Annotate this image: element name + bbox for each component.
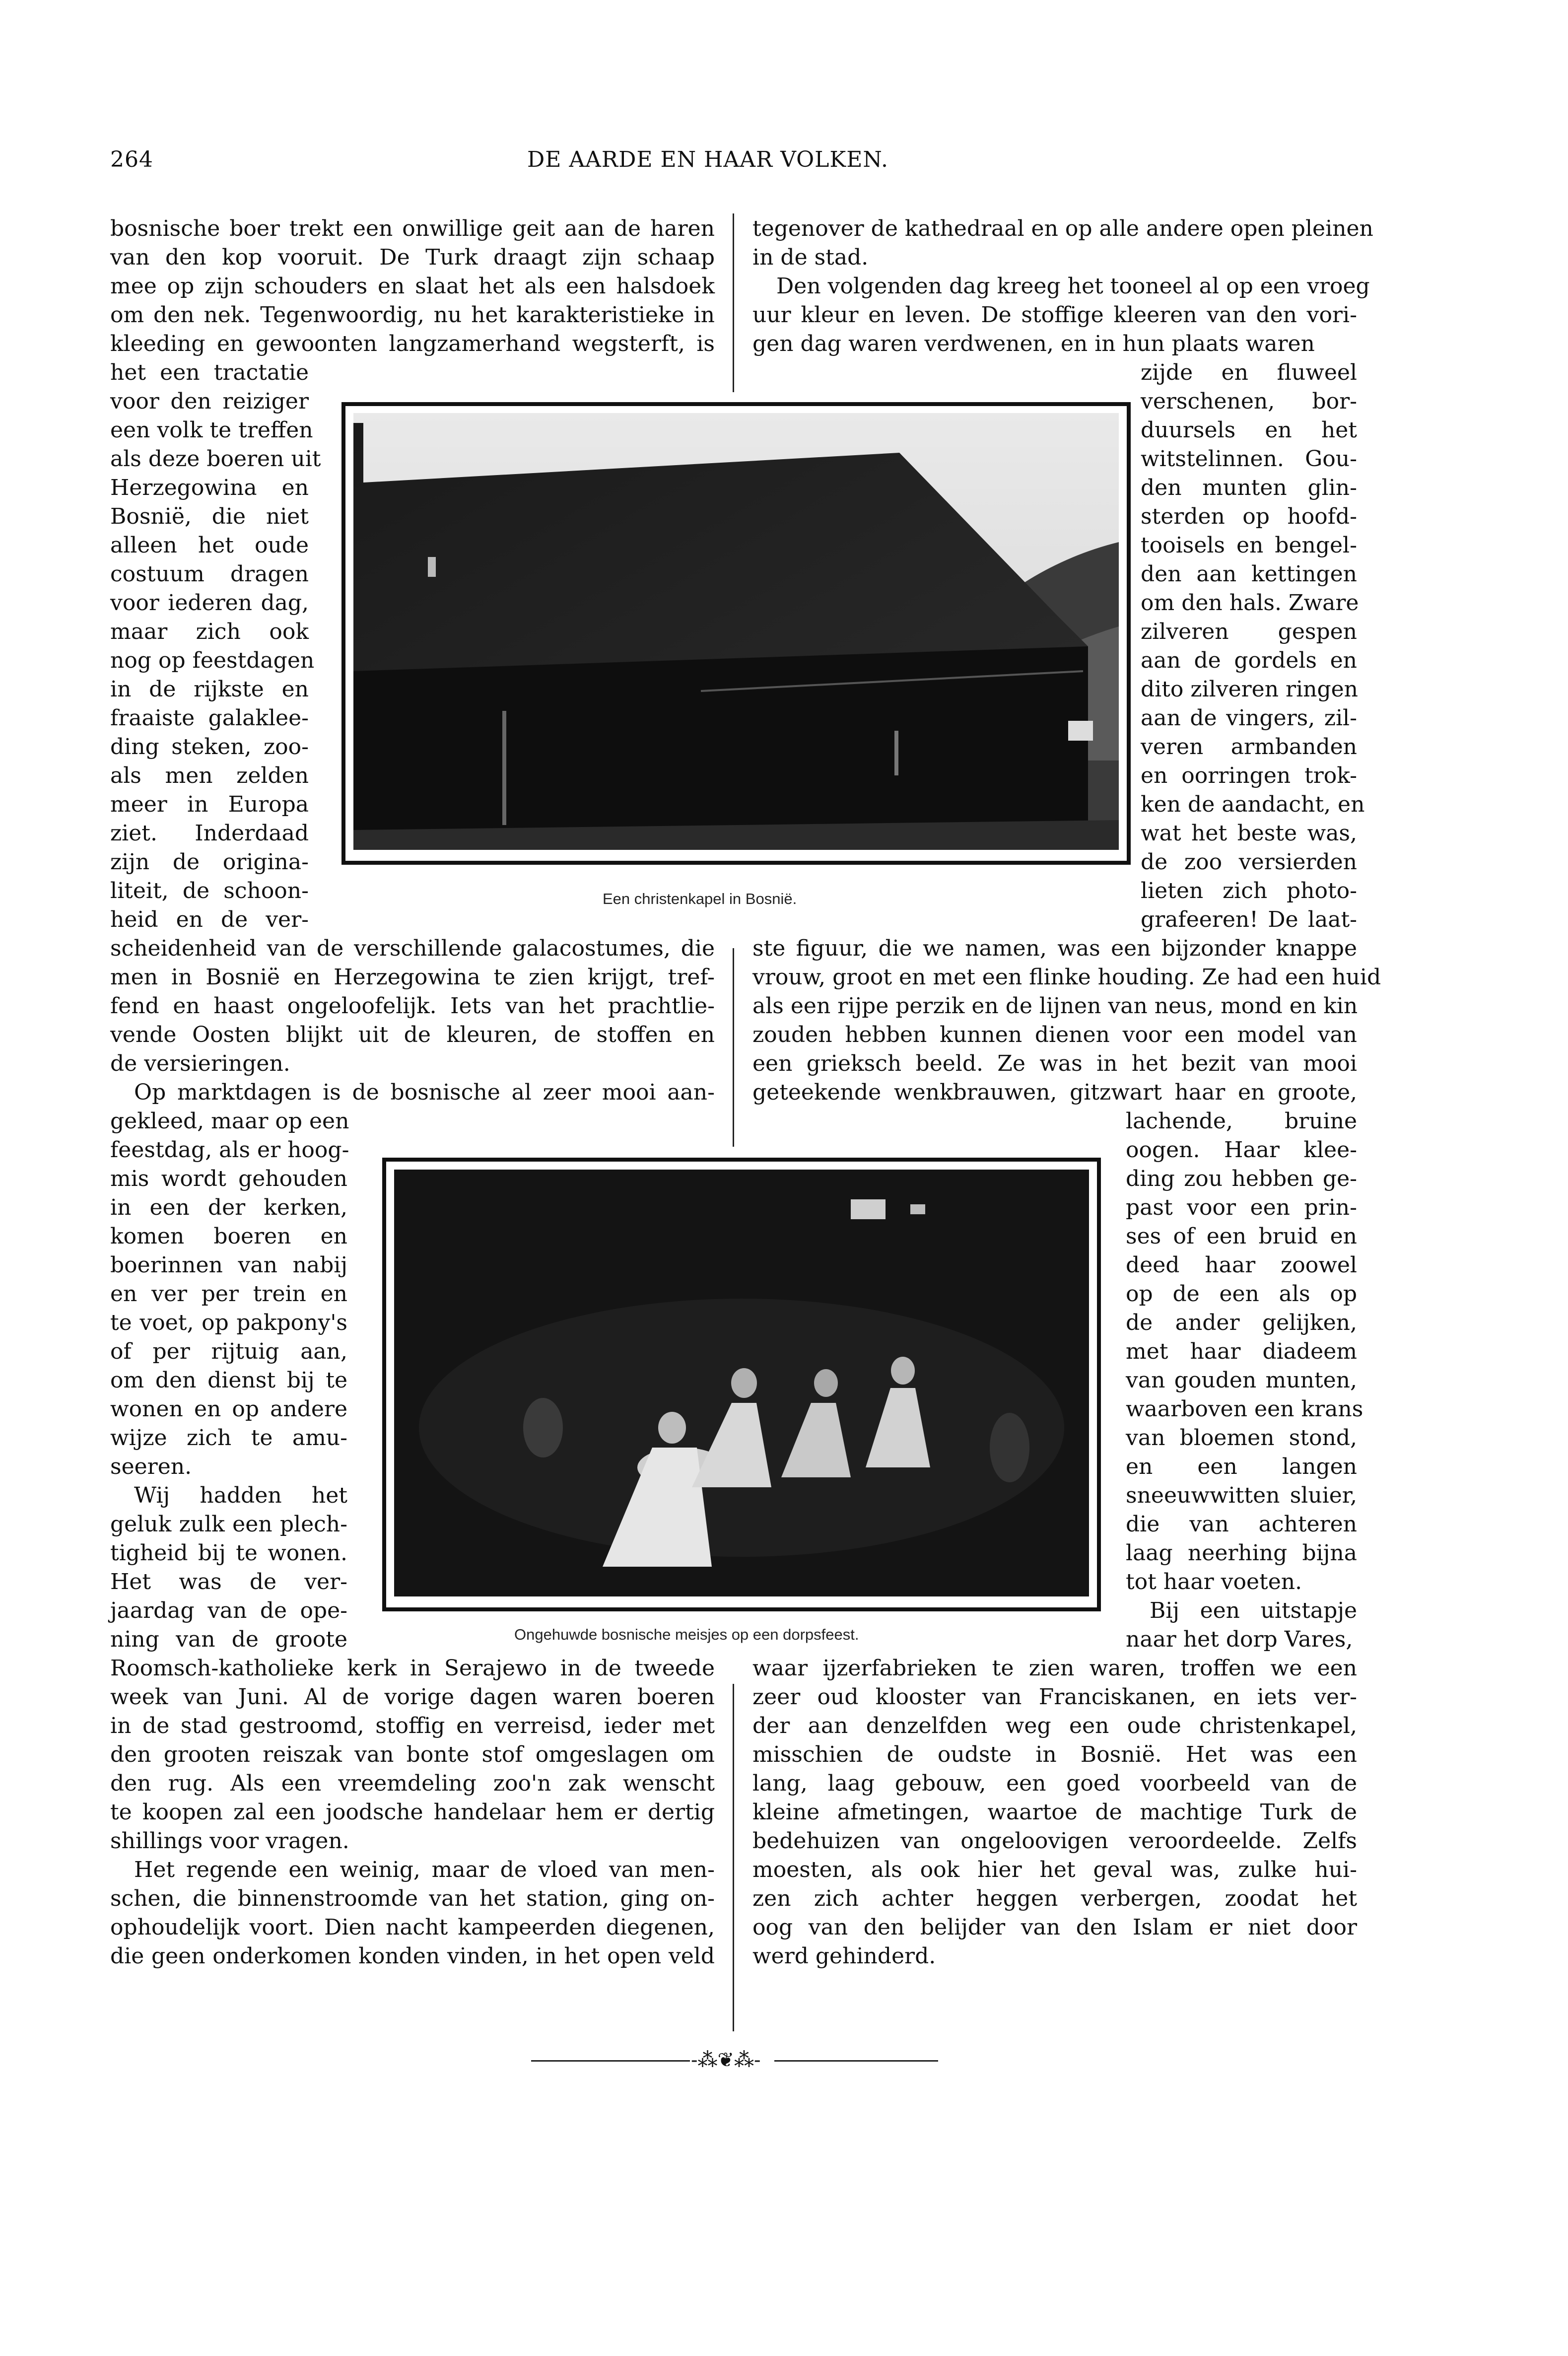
text-line: alleen het oude xyxy=(110,533,309,558)
text-line: gen dag waren verdwenen, en in hun plaats waren xyxy=(752,331,1315,356)
text-line: Wij hadden het xyxy=(134,1483,347,1508)
text-line: in de stad gestroomd, stoffig en verreisd, ieder met xyxy=(110,1713,715,1738)
text-line: waar ijzerfabrieken te zien waren, troffen we een xyxy=(752,1656,1357,1681)
text-line: laag neerhing bijna xyxy=(1126,1540,1357,1566)
text-line: scheidenheid van de verschillende galacostumes, die xyxy=(110,936,715,961)
text-line: past voor een prin- xyxy=(1126,1195,1357,1220)
closing-rule-right xyxy=(774,2060,938,2062)
text-line: tooisels en bengel- xyxy=(1141,533,1357,558)
text-line: zouden hebben kunnen dienen voor een model van xyxy=(752,1022,1357,1047)
text-line: om den dienst bij te xyxy=(110,1368,347,1393)
text-line: of per rijtuig aan, xyxy=(110,1339,347,1364)
text-line: Roomsch-katholieke kerk in Serajewo in de tweede xyxy=(110,1656,715,1681)
text-line: duursels en het xyxy=(1141,417,1357,443)
text-line: mee op zijn schouders en slaat het als een halsdoek xyxy=(110,274,715,299)
text-line: in de stad. xyxy=(752,245,869,270)
text-line: misschien de oudste in Bosnië. Het was een xyxy=(752,1742,1357,1767)
text-line: veren armbanden xyxy=(1141,734,1357,760)
text-line: Het was de ver- xyxy=(110,1569,347,1594)
text-line: den rug. Als een vreemdeling zoo'n zak wenscht xyxy=(110,1771,715,1796)
text-line: die geen onderkomen konden vinden, in het open veld xyxy=(110,1943,715,1969)
text-line: als deze boeren uit xyxy=(110,446,321,472)
text-line: tigheid bij te wonen. xyxy=(110,1540,347,1566)
text-line: verschenen, bor- xyxy=(1141,389,1357,414)
village-feast-photo-image xyxy=(394,1170,1089,1596)
text-line: ses of een bruid en xyxy=(1126,1224,1357,1249)
text-line: ken de aandacht, en xyxy=(1141,792,1365,817)
text-line: Het regende een weinig, maar de vloed van men- xyxy=(134,1857,715,1882)
text-line: zeer oud klooster van Franciskanen, en iets ver- xyxy=(752,1684,1357,1710)
text-line: de ander gelijken, xyxy=(1126,1310,1357,1335)
text-line: den aan kettingen xyxy=(1141,561,1357,587)
text-line: maar zich ook xyxy=(110,619,309,644)
text-line: meer in Europa xyxy=(110,792,309,817)
text-line: te koopen zal een joodsche handelaar hem er dertig xyxy=(110,1800,715,1825)
text-line: een volk te treffen xyxy=(110,417,313,443)
text-line: naar het dorp Vares, xyxy=(1126,1627,1353,1652)
text-line: voor iederen dag, xyxy=(110,590,309,616)
text-line: der aan denzelfden weg een oude christenkapel, xyxy=(752,1713,1357,1738)
text-line: aan de gordels en xyxy=(1141,648,1357,673)
closing-rule-left xyxy=(531,2060,690,2062)
text-line: sterden op hoofd- xyxy=(1141,504,1357,529)
text-line: een grieksch beeld. Ze was in het bezit van mooi xyxy=(752,1051,1357,1076)
text-line: oog van den belijder van den Islam er niet door xyxy=(752,1915,1357,1940)
text-line: tegenover de kathedraal en op alle andere open pleinen xyxy=(752,216,1373,241)
text-line: bedehuizen van ongeloovigen veroordeelde. Zelfs xyxy=(752,1828,1357,1854)
chapel-photo xyxy=(353,413,1119,850)
page-number: 264 xyxy=(110,147,153,172)
text-line: zijde en fluweel xyxy=(1141,360,1357,385)
text-line: mis wordt gehouden xyxy=(110,1166,347,1191)
text-line: moesten, als ook hier het geval was, zulke hui- xyxy=(752,1857,1357,1882)
text-line: bosnische boer trekt een onwillige geit aan de haren xyxy=(110,216,715,241)
text-line: de zoo versierden xyxy=(1141,849,1357,875)
text-line: seeren. xyxy=(110,1454,192,1479)
text-line: zen zich achter heggen verbergen, zoodat het xyxy=(752,1886,1357,1911)
closing-ornament: -⁂❦⁂- xyxy=(691,2049,761,2072)
text-line: Bosnië, die niet xyxy=(110,504,309,529)
text-line: komen boeren en xyxy=(110,1224,347,1249)
text-line: men in Bosnië en Herzegowina te zien krijgt, tref- xyxy=(110,965,715,990)
text-line: Den volgenden dag kreeg het tooneel al op een vroeg xyxy=(776,274,1370,299)
text-line: Herzegowina en xyxy=(110,475,309,500)
text-line: shillings voor vragen. xyxy=(110,1828,349,1854)
photo1-caption: Een christenkapel in Bosnië. xyxy=(603,890,797,907)
text-line: van den kop vooruit. De Turk draagt zijn schaap xyxy=(110,245,715,270)
text-line: lieten zich photo- xyxy=(1141,878,1357,903)
text-line: werd gehinderd. xyxy=(752,1943,936,1969)
text-line: jaardag van de ope- xyxy=(110,1598,347,1623)
text-line: oogen. Haar klee- xyxy=(1126,1137,1357,1163)
text-line: wijze zich te amu- xyxy=(110,1425,347,1451)
text-line: die van achteren xyxy=(1126,1512,1357,1537)
text-line: zilveren gespen xyxy=(1141,619,1357,644)
text-line: ding zou hebben ge- xyxy=(1126,1166,1357,1191)
text-line: als een rijpe perzik en de lijnen van neus, mond en kin xyxy=(752,993,1358,1019)
text-line: den munten glin- xyxy=(1141,475,1357,500)
text-line: geteekende wenkbrauwen, gitzwart haar en groote, xyxy=(752,1080,1357,1105)
text-line: Op marktdagen is de bosnische al zeer mooi aan- xyxy=(134,1080,715,1105)
photo2-caption: Ongehuwde bosnische meisjes op een dorpsfeest. xyxy=(514,1626,859,1643)
text-line: aan de vingers, zil- xyxy=(1141,705,1357,731)
chapel-photo-image xyxy=(353,413,1119,850)
column-rule-top xyxy=(733,213,734,392)
text-line: wat het beste was, xyxy=(1141,821,1357,846)
text-line: deed haar zoowel xyxy=(1126,1252,1357,1278)
text-line: zijn de origina- xyxy=(110,849,309,875)
text-line: uur kleur en leven. De stoffige kleeren van den vori- xyxy=(752,302,1357,328)
text-line: voor den reiziger xyxy=(110,389,309,414)
text-line: kleine afmetingen, waartoe de machtige Turk de xyxy=(752,1800,1357,1825)
text-line: fend en haast ongeloofelijk. Iets van het prachtlie- xyxy=(110,993,715,1019)
text-line: tot haar voeten. xyxy=(1126,1569,1302,1594)
text-line: schen, die binnenstroomde van het station, ging on- xyxy=(110,1886,715,1911)
text-line: in de rijkste en xyxy=(110,677,309,702)
text-line: te voet, op pakpony's xyxy=(110,1310,347,1335)
text-line: boerinnen van nabij xyxy=(110,1252,347,1278)
text-line: vrouw, groot en met een flinke houding. Ze had een huid xyxy=(752,965,1381,990)
text-line: kleeding en gewoonten langzamerhand wegsterft, is xyxy=(110,331,715,356)
text-line: ding steken, zoo- xyxy=(110,734,309,760)
column-rule-bottom xyxy=(733,1684,734,2031)
text-line: en oorringen trok- xyxy=(1141,763,1357,788)
text-line: en ver per trein en xyxy=(110,1281,347,1307)
text-line: dito zilveren ringen xyxy=(1141,677,1359,702)
text-line: om den nek. Tegenwoordig, nu het karakteristieke in xyxy=(110,302,715,328)
text-line: Bij een uitstapje xyxy=(1150,1598,1357,1623)
text-line: costuum dragen xyxy=(110,561,309,587)
text-line: witstelinnen. Gou- xyxy=(1141,446,1357,472)
text-line: van bloemen stond, xyxy=(1126,1425,1357,1451)
text-line: en een langen xyxy=(1126,1454,1357,1479)
text-line: lachende, bruine xyxy=(1126,1109,1357,1134)
text-line: ziet. Inderdaad xyxy=(110,821,309,846)
village-feast-photo xyxy=(394,1170,1089,1596)
text-line: liteit, de schoon- xyxy=(110,878,309,903)
text-line: nog op feestdagen xyxy=(110,648,315,673)
text-line: ophoudelijk voort. Dien nacht kampeerden diegenen, xyxy=(110,1915,715,1940)
text-line: geluk zulk een plech- xyxy=(110,1512,347,1537)
text-line: met haar diadeem xyxy=(1126,1339,1357,1364)
text-line: ning van de groote xyxy=(110,1627,347,1652)
text-line: fraaiste galaklee- xyxy=(110,705,309,731)
text-line: den grooten reiszak van bonte stof omgeslagen om xyxy=(110,1742,715,1767)
text-line: in een der kerken, xyxy=(110,1195,347,1220)
text-line: van gouden munten, xyxy=(1126,1368,1357,1393)
text-line: lang, laag gebouw, een goed voorbeeld van de xyxy=(752,1771,1357,1796)
text-line: ste figuur, die we namen, was een bijzonder knappe xyxy=(752,936,1357,961)
text-line: gekleed, maar op een xyxy=(110,1109,349,1134)
text-line: sneeuwwitten sluier, xyxy=(1126,1483,1357,1508)
text-line: de versieringen. xyxy=(110,1051,290,1076)
text-line: het een tractatie xyxy=(110,360,309,385)
text-line: week van Juni. Al de vorige dagen waren boeren xyxy=(110,1684,715,1710)
text-line: grafeeren! De laat- xyxy=(1141,907,1357,932)
column-rule-middle xyxy=(733,948,734,1147)
text-line: wonen en op andere xyxy=(110,1396,347,1422)
text-line: heid en de ver- xyxy=(110,907,309,932)
text-line: om den hals. Zware xyxy=(1141,590,1359,616)
text-line: vende Oosten blijkt uit de kleuren, de stoffen en xyxy=(110,1022,715,1047)
text-line: feestdag, als er hoog- xyxy=(110,1137,349,1163)
text-line: als men zelden xyxy=(110,763,309,788)
text-line: op de een als op xyxy=(1126,1281,1357,1307)
running-title: DE AARDE EN HAAR VOLKEN. xyxy=(527,147,889,172)
text-line: waarboven een krans xyxy=(1126,1396,1363,1422)
